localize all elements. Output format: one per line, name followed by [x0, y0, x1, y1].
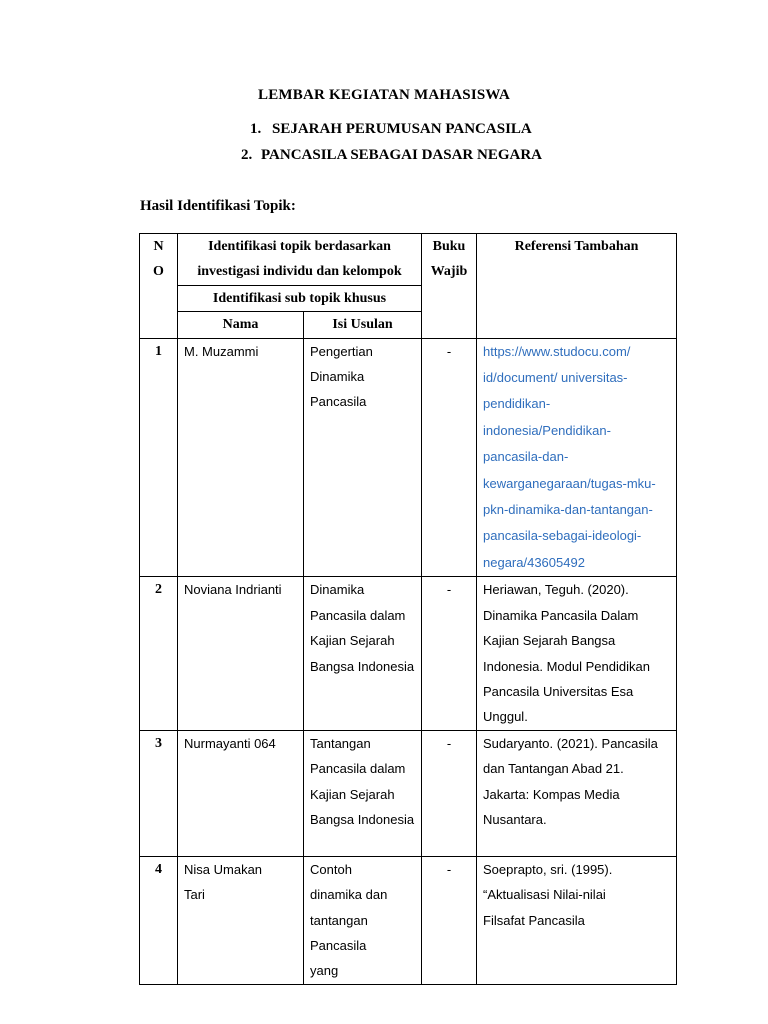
header-no-line2: O	[153, 264, 164, 280]
row-number: 4	[140, 856, 178, 984]
header-identifikasi: Identifikasi topik berdasarkan investigasi individu dan kelompok	[178, 234, 422, 286]
reference-link[interactable]: https://www.studocu.com/	[483, 343, 631, 359]
row-buku-wajib: -	[422, 730, 477, 856]
topic-number: 1.	[250, 121, 262, 137]
topic-text: PANCASILA SEBAGAI DASAR NEGARA	[261, 147, 543, 163]
table-row	[140, 577, 677, 730]
topic-table	[139, 233, 677, 985]
row-referensi	[477, 338, 677, 577]
row-buku-wajib: -	[422, 338, 477, 577]
row-nama: Nisa Umakan Tari	[178, 856, 304, 984]
header-no-line1: N	[153, 239, 164, 254]
topic-item-2	[241, 147, 542, 164]
topic-number: 2.	[241, 147, 253, 163]
row-isi-usulan: Tantangan Pancasila dalam Kajian Sejarah Bangsa Indonesia	[304, 730, 422, 856]
row-number: 2	[140, 577, 178, 730]
header-buku-line2: Wajib	[430, 264, 468, 280]
row-nama: M. Muzammi	[178, 338, 304, 577]
row-referensi: Heriawan, Teguh. (2020). Dinamika Pancasila Dalam Kajian Sejarah Bangsa Indonesia. Modul Pendidikan Pancasila Universitas Esa Unggul.	[477, 577, 677, 730]
header-no	[140, 234, 178, 339]
row-number: 1	[140, 338, 178, 577]
header-row	[140, 234, 677, 286]
row-number: 3	[140, 730, 178, 856]
topic-text: SEJARAH PERUMUSAN PANCASILA	[272, 121, 532, 137]
section-heading: Hasil Identifikasi Topik:	[140, 198, 296, 214]
row-isi-usulan: Dinamika Pancasila dalam Kajian Sejarah Bangsa Indonesia	[304, 577, 422, 730]
page-title: LEMBAR KEGIATAN MAHASISWA	[258, 87, 510, 103]
reference-link-continued[interactable]: id/document/ universitas-pendidikan-indonesia/Pendidikan-pancasila-dan-kewarganegaraan/tugas-mku-pkn-dinamika-dan-tantangan-pancasila-sebagai-ideologi-negara/43605492	[483, 370, 656, 570]
topic-item-1	[250, 121, 532, 138]
row-nama: Noviana Indrianti	[178, 577, 304, 730]
header-nama: Nama	[178, 312, 304, 338]
row-buku-wajib: -	[422, 577, 477, 730]
header-buku-line1: Buku	[432, 239, 466, 254]
header-isi-usulan: Isi Usulan	[304, 312, 422, 338]
header-sub-topik: Identifikasi sub topik khusus	[178, 285, 422, 311]
row-referensi: Soeprapto, sri. (1995). “Aktualisasi Nilai-nilai Filsafat Pancasila	[477, 856, 677, 984]
header-buku-wajib	[422, 234, 477, 339]
row-isi-usulan: Contoh dinamika dan tantangan Pancasila yang	[304, 856, 422, 984]
row-isi-usulan: Pengertian Dinamika Pancasila	[304, 338, 422, 577]
table-row	[140, 730, 677, 856]
table-row	[140, 856, 677, 984]
row-buku-wajib: -	[422, 856, 477, 984]
row-nama: Nurmayanti 064	[178, 730, 304, 856]
row-referensi: Sudaryanto. (2021). Pancasila dan Tantangan Abad 21. Jakarta: Kompas Media Nusantara.	[477, 730, 677, 856]
table-row	[140, 338, 677, 577]
header-referensi: Referensi Tambahan	[477, 234, 677, 339]
